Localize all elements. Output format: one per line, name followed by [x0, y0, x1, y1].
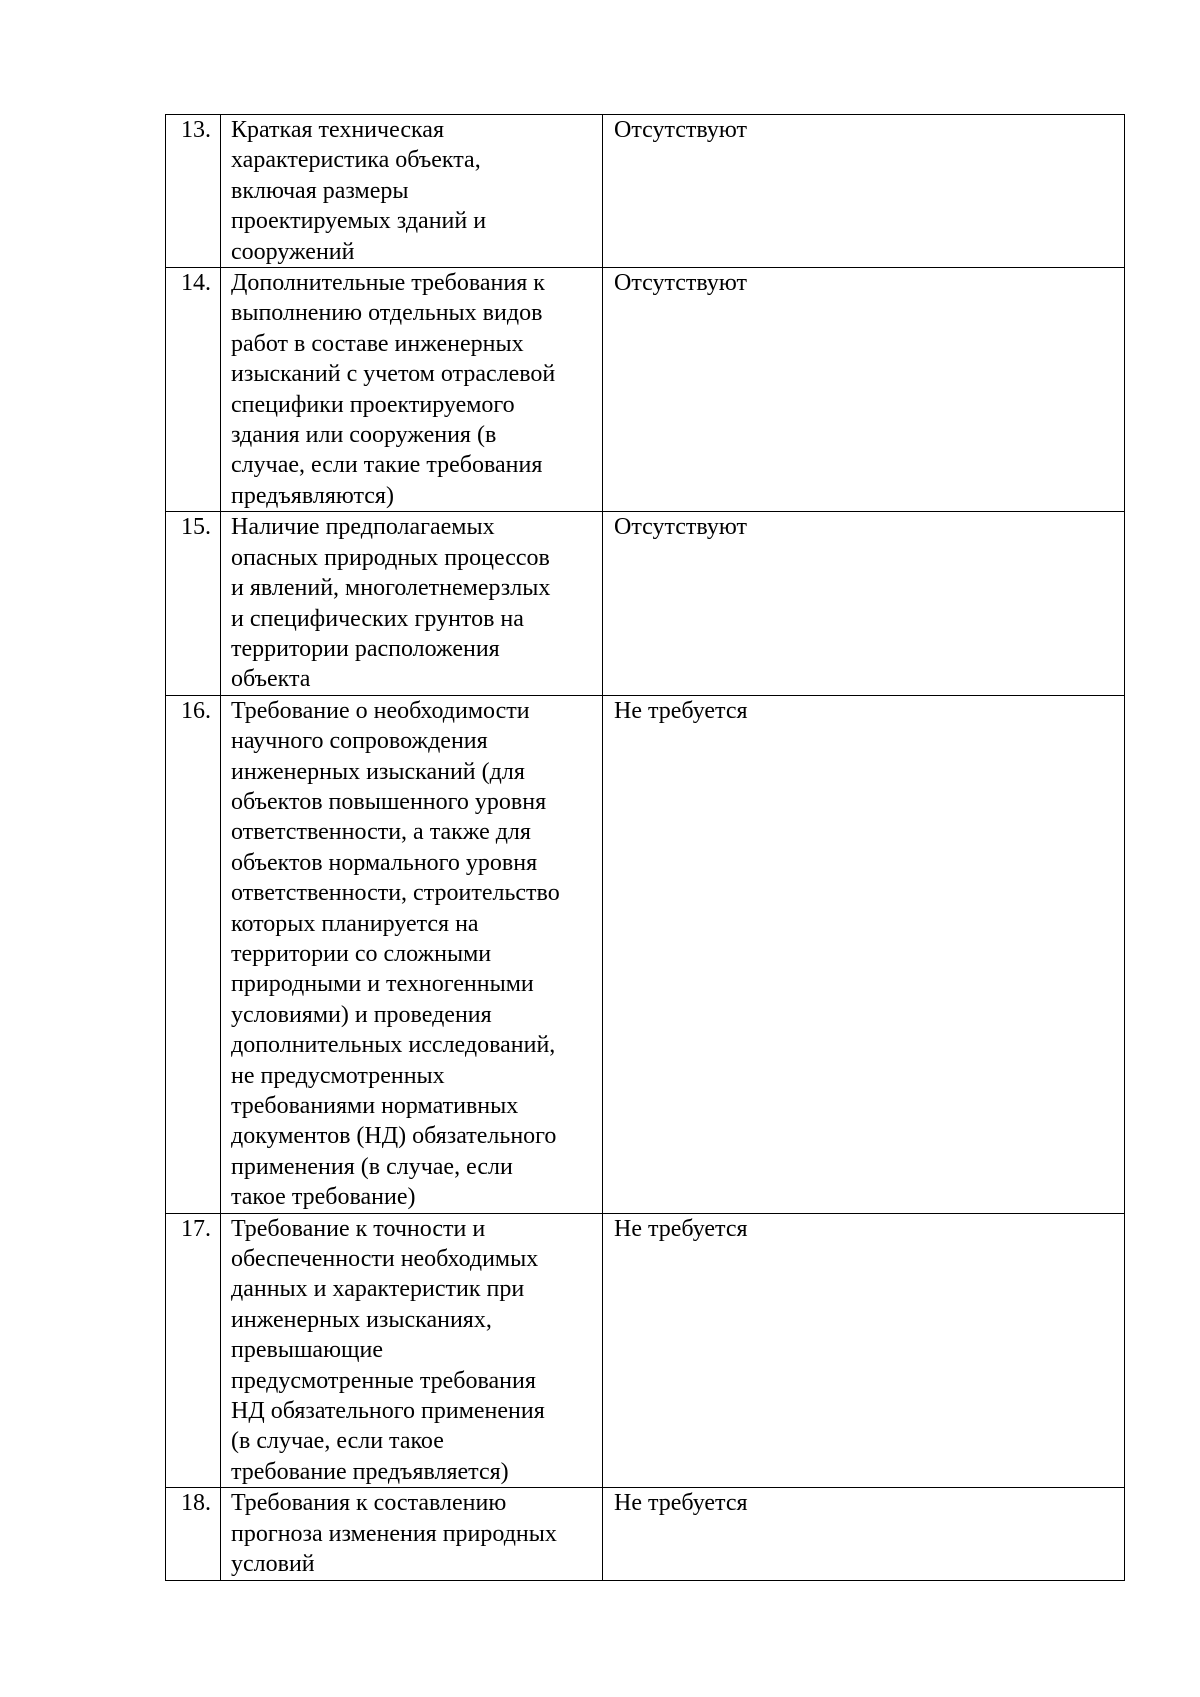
text-line: включая размеры	[231, 177, 409, 204]
text-line: объектов нормального уровня	[231, 849, 538, 876]
text-line: данных и характеристик при	[231, 1276, 525, 1303]
requirement-value: Отсутствуют	[603, 268, 1125, 512]
table-row	[166, 512, 1125, 695]
requirement-text	[221, 512, 603, 695]
text-line: превышающие	[231, 1337, 383, 1364]
row-number: 13.	[166, 115, 221, 268]
text-line: Требования к составлению	[231, 1490, 507, 1517]
text-line: предусмотренные требования	[231, 1367, 536, 1394]
requirements-table	[165, 114, 1125, 1581]
row-number: 15.	[166, 512, 221, 695]
text-line: инженерных изысканий (для	[231, 758, 525, 785]
row-number: 18.	[166, 1488, 221, 1580]
requirement-text	[221, 695, 603, 1213]
text-line: которых планируется на	[231, 910, 479, 937]
text-line: требованиями нормативных	[231, 1093, 519, 1119]
requirement-value: Не требуется	[603, 1488, 1125, 1580]
text-line: территории расположения	[231, 635, 500, 662]
requirement-text	[221, 1488, 603, 1580]
text-line: случае, если такие требования	[231, 452, 543, 479]
text-line: ответственности, а также для	[231, 819, 531, 846]
requirement-text	[221, 268, 603, 512]
text-line: не предусмотренных	[231, 1062, 445, 1089]
text-line: объектов повышенного уровня	[231, 788, 547, 815]
text-line: научного сопровождения	[231, 728, 488, 755]
text-line: такое требование)	[231, 1184, 416, 1211]
text-line: Требование к точности и	[231, 1215, 486, 1242]
requirement-value: Отсутствуют	[603, 512, 1125, 695]
text-line: дополнительных исследований,	[231, 1032, 556, 1059]
text-line: природными и техногенными	[231, 971, 534, 998]
table-row	[166, 1488, 1125, 1580]
requirement-text	[221, 1213, 603, 1488]
text-line: территории со сложными	[231, 940, 492, 967]
row-number: 16.	[166, 695, 221, 1213]
row-number: 14.	[166, 268, 221, 512]
text-line: и специфических грунтов на	[231, 605, 524, 632]
requirement-value: Не требуется	[603, 695, 1125, 1213]
text-line: Краткая техническая	[231, 117, 444, 143]
text-line: (в случае, если такое	[231, 1428, 444, 1455]
table-row	[166, 1213, 1125, 1488]
text-line: и явлений, многолетнемерзлых	[231, 575, 551, 602]
text-line: работ в составе инженерных	[231, 330, 524, 357]
text-line: специфики проектируемого	[231, 391, 515, 418]
text-line: изысканий с учетом отраслевой	[231, 361, 556, 388]
text-line: условий	[231, 1551, 315, 1578]
table-row	[166, 268, 1125, 512]
text-line: прогноза изменения природных	[231, 1520, 557, 1547]
text-line: характеристика объекта,	[231, 147, 481, 174]
table-row	[166, 695, 1125, 1213]
text-line: ответственности, строительство	[231, 880, 560, 907]
text-line: сооружений	[231, 238, 355, 265]
text-line: НД обязательного применения	[231, 1398, 545, 1425]
text-line: проектируемых зданий и	[231, 208, 487, 235]
text-line: предъявляются)	[231, 482, 394, 509]
text-line: опасных природных процессов	[231, 544, 550, 571]
text-line: Требование о необходимости	[231, 697, 530, 724]
text-line: требование предъявляется)	[231, 1458, 509, 1485]
text-line: выполнению отдельных видов	[231, 300, 543, 327]
text-line: Наличие предполагаемых	[231, 514, 495, 541]
text-line: обеспеченности необходимых	[231, 1246, 539, 1273]
requirement-value: Отсутствуют	[603, 115, 1125, 268]
text-line: условиями) и проведения	[231, 1001, 492, 1028]
requirement-text	[221, 115, 603, 268]
text-line: инженерных изысканиях,	[231, 1306, 492, 1333]
text-line: документов (НД) обязательного	[231, 1123, 557, 1150]
row-number: 17.	[166, 1213, 221, 1488]
text-line: объекта	[231, 666, 311, 693]
table-row	[166, 115, 1125, 268]
text-line: применения (в случае, если	[231, 1153, 513, 1180]
requirement-value: Не требуется	[603, 1213, 1125, 1488]
text-line: здания или сооружения (в	[231, 422, 497, 449]
text-line: Дополнительные требования к	[231, 270, 545, 297]
